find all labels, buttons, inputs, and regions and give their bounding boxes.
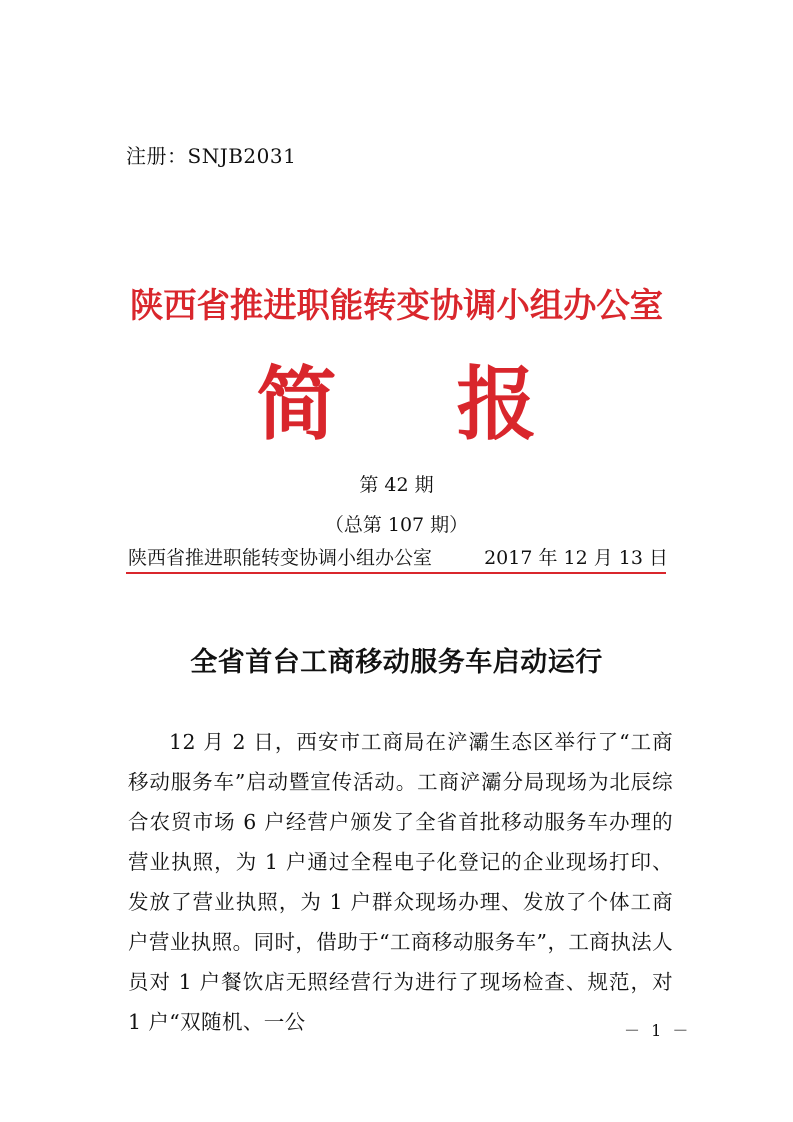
- organization-title: 陕西省推进职能转变协调小组办公室: [129, 286, 664, 326]
- issuer-line: [128, 543, 668, 570]
- total-issue-number: （总第 107 期）: [324, 514, 469, 536]
- issue-date: 2017 年 12 月 13 日: [484, 547, 668, 569]
- issue-number: 第 42 期: [359, 474, 434, 496]
- article-title: 全省首台工商移动服务车启动运行: [190, 647, 603, 678]
- registration-number: 注册：SNJB2031: [126, 144, 297, 168]
- bulletin-title: 简报: [256, 358, 657, 451]
- page-number: － 1 －: [624, 1021, 692, 1040]
- article-body: 12 月 2 日，西安市工商局在浐灞生态区举行了“工商移动服务车”启动暨宣传活动。工商浐灞分局现场为北辰综合农贸市场 6 户经营户颁发了全省首批移动服务车办理的营业执照，为 1 户通过全程电子化登记的企业现场打印、发放了营业执照，为 1 户群众现场办理、发放了个体工商户营业执照。同时，借助于“工商移动服务车”，工商执法人员对 1 户餐饮店无照经营行为进行了现场检查、规范，对 1 户“双随机、一公: [128, 730, 673, 1034]
- issuer-name: 陕西省推进职能转变协调小组办公室: [128, 547, 433, 569]
- header-divider: [126, 572, 666, 574]
